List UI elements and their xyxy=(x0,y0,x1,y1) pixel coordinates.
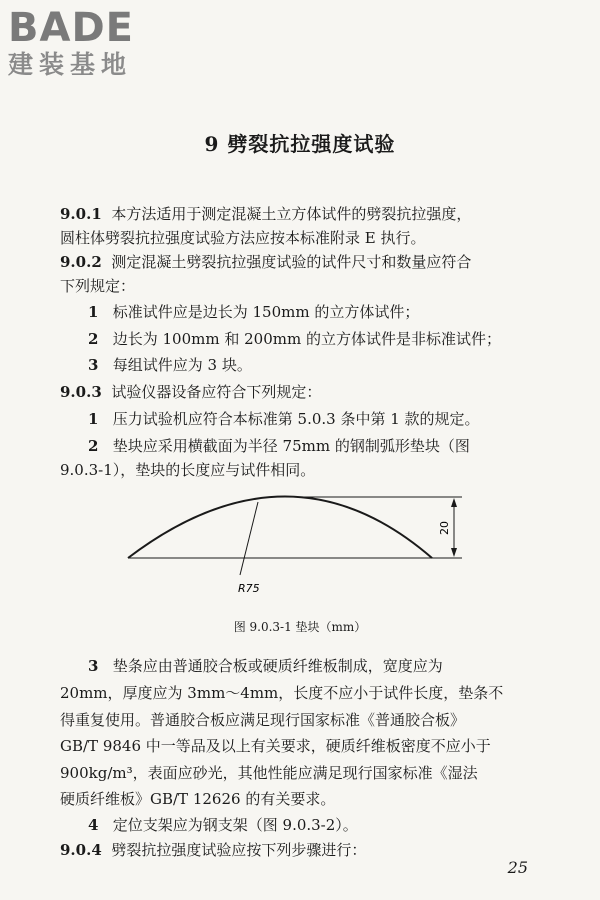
radius-leader xyxy=(240,502,258,575)
clause-text: GB/T 9846 中一等品及以上有关要求，硬质纤维板密度不应小于 xyxy=(60,737,491,755)
item-number: 3 xyxy=(88,356,99,374)
item-text: 垫块应采用横截面为半径 75mm 的钢制弧形垫块（图 xyxy=(112,437,470,455)
clause-text: 硬质纤维板》GB/T 12626 的有关要求。 xyxy=(60,790,336,808)
clause-text: 圆柱体劈裂抗拉强度试验方法应按本标准附录 E 执行。 xyxy=(60,229,426,247)
item-number: 1 xyxy=(88,303,99,321)
item-text: 边长为 100mm 和 200mm 的立方体试件是非标准试件； xyxy=(112,330,501,348)
clause-text: 下列规定： xyxy=(60,277,136,295)
dimension-arrow-bottom xyxy=(451,548,457,557)
item-text: 垫条应由普通胶合板或硬质纤维板制成，宽度应为 xyxy=(112,657,443,675)
clause-number: 9.0.2 xyxy=(60,253,102,271)
clause-text: 本方法适用于测定混凝土立方体试件的劈裂抗拉强度， xyxy=(111,205,472,223)
clause-line xyxy=(60,709,560,731)
clause-text: 20mm，厚度应为 3mm～4mm，长度不应小于试件长度，垫条不 xyxy=(60,684,504,702)
list-item xyxy=(88,814,588,836)
item-text: 压力试验机应符合本标准第 5.0.3 条中第 1 款的规定。 xyxy=(112,410,480,428)
item-number: 3 xyxy=(88,657,99,675)
clause-text: 测定混凝土劈裂抗拉强度试验的试件尺寸和数量应符合 xyxy=(111,253,472,271)
item-number: 4 xyxy=(88,816,99,834)
page-number: 25 xyxy=(507,858,528,877)
list-item xyxy=(88,655,588,677)
clause-line xyxy=(60,682,560,704)
clause-number: 9.0.3 xyxy=(60,383,102,401)
clause-line xyxy=(60,839,560,861)
chapter-title: 9 劈裂抗拉强度试验 xyxy=(204,132,396,156)
item-number: 2 xyxy=(88,437,99,455)
logo-wordmark: BADE xyxy=(8,5,134,51)
dimension-arrow-top xyxy=(451,498,457,507)
item-text: 每组试件应为 3 块。 xyxy=(112,356,252,374)
item-number: 1 xyxy=(88,410,99,428)
clause-text: 得重复使用。普通胶合板应满足现行国家标准《普通胶合板》 xyxy=(60,711,466,729)
clause-text: 900kg/m³，表面应砂光，其他性能应满足现行国家标准《湿法 xyxy=(60,764,478,782)
clause-text: 劈裂抗拉强度试验应按下列步骤进行： xyxy=(111,841,367,859)
arc-profile xyxy=(128,497,432,559)
item-text: 标准试件应是边长为 150mm 的立方体试件； xyxy=(112,303,420,321)
clause-line xyxy=(60,762,560,784)
clause-text: 9.0.3-1），垫块的长度应与试件相同。 xyxy=(60,461,316,479)
clause-number: 9.0.4 xyxy=(60,841,102,859)
dimension-label: 20 xyxy=(438,521,451,535)
radius-label: R75 xyxy=(238,582,260,595)
item-text: 定位支架应为钢支架（图 9.0.3-2）。 xyxy=(112,816,358,834)
item-number: 2 xyxy=(88,330,99,348)
clause-text: 试验仪器设备应符合下列规定： xyxy=(111,383,322,401)
clause-number: 9.0.1 xyxy=(60,205,102,223)
logo-subtitle: 建装基地 xyxy=(8,50,133,79)
figure-caption: 图 9.0.3-1 垫块（mm） xyxy=(233,620,367,634)
clause-line xyxy=(60,735,560,757)
clause-line xyxy=(60,788,560,810)
